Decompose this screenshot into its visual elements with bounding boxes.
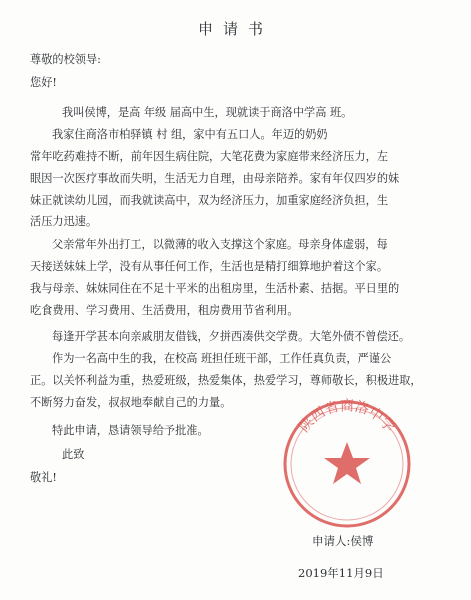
paragraph-line: 每逢开学甚本向亲戚朋友借钱，夕拼西凑供交学费。大笔外债不曾偿还。 [52, 330, 411, 343]
signature-label: 申请人: [312, 534, 351, 548]
letter-date: 2019年11月9日 [298, 566, 384, 580]
signature-name: 侯博 [350, 534, 374, 548]
paragraph-line: 我叫侯博，是高 年级 届高中生，现就读于商洛中学高 班。 [62, 106, 353, 119]
paragraph-line: 正。以关怀利益为重，热爱班级，热爱集体，热爱学习，尊师敬长，积极进取， [30, 374, 422, 387]
paragraph-line: 常年吃药难持不断，前年因生病住院，大笔花费为家庭带来经济压力，左 [30, 150, 389, 163]
letter-title: 申请书 [197, 20, 273, 38]
paragraph-line: 天接送妹妹上学，没有从事任何工作，生活也是精打细算地护着这个家。 [30, 260, 389, 273]
seal-text: 陕西省商洛中学 [296, 398, 398, 436]
paragraph-line: 妹正就读幼儿园，而我就读高中，双为经济压力，加重家庭经济负担，生 [30, 194, 389, 207]
closing-request: 特此申请，恳请领导给予批准。 [52, 424, 209, 437]
star-icon [324, 442, 370, 484]
salutation: 尊敬的校领导: [30, 53, 101, 66]
paragraph-line: 我家住商洛市柏驿镇 村 组，家中有五口人。年迈的奶奶 [52, 128, 328, 141]
closing-jingli: 敬礼! [30, 471, 57, 484]
paragraph-line: 我与母亲、妹妹同住在不足十平米的出租房里，生活朴素、拮据。平日里的 [30, 282, 400, 295]
closing-cizhi: 此致 [62, 448, 85, 461]
paragraph-line: 吃食费用、学习费用、生活费用，租房费用节省利用。 [30, 304, 299, 317]
greeting: 您好! [30, 76, 57, 89]
paragraph-line: 活压力迅速。 [30, 215, 98, 228]
signature-block [312, 534, 373, 548]
school-seal [277, 394, 417, 534]
paragraph-line: 眼因一次医疗事故而失明，生活无力自理，由母亲陪养。家有年仅四岁的妹 [30, 172, 400, 185]
paragraph-line: 不断努力奋发，叔叔地奉献自己的力量。 [30, 396, 232, 409]
paragraph-line: 父亲常年外出打工，以微薄的收入支撑这个家庭。母亲身体虚弱，每 [52, 238, 388, 251]
svg-text:陕西省商洛中学 [296, 398, 398, 436]
paragraph-line: 作为一名高中生的我，在校高 班担任班干部，工作任真负责，严谨公 [52, 352, 392, 365]
